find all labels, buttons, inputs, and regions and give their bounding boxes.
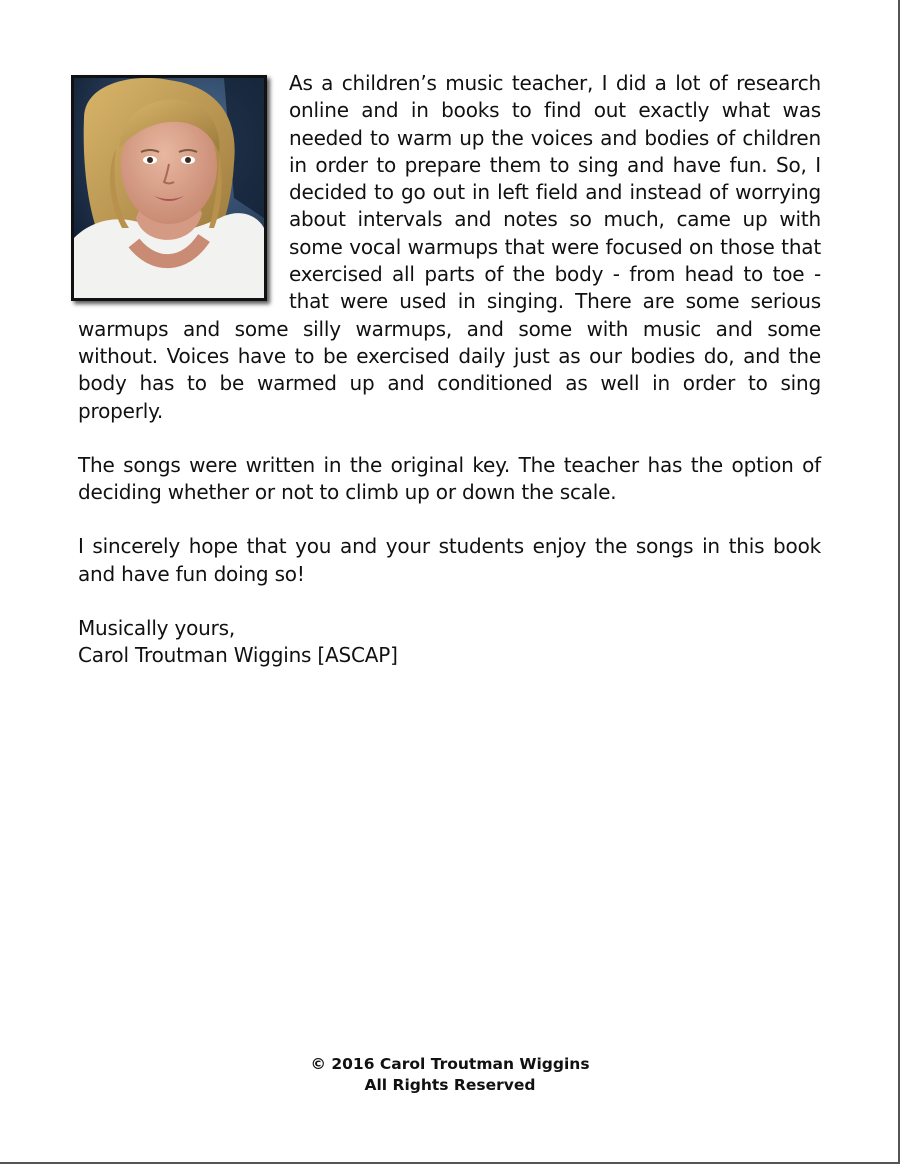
letter-signoff [78,615,821,670]
rights-notice: All Rights Reserved [364,1076,536,1094]
closing-line: Musically yours, [78,616,236,641]
letter-body [78,70,821,697]
copyright-notice: © 2016 Carol Troutman Wiggins [310,1055,590,1073]
author-photo [71,75,267,301]
letter-paragraph-3: I sincerely hope that you and your students enjoy the songs in this book and have fun doing so! [78,534,821,586]
author-photo-frame [71,75,267,301]
letter-paragraph-1: As a children’s music teacher, I did a lot of research online and in books to find out exactly what was needed to warm up the voices and bodies of children in order to prepare them to sing and have fun. So, I decided to go out in left field and instead of worrying about intervals and notes so much, came up with some vocal warmups that were focused on those that exercised all parts of the body - from head to toe - that were used in singing. There are some serious warmups and some silly warmups, and some with music and some without. Voices have to be exercised daily just as our bodies do, and the body has to be warmed up and conditioned as well in order to sing properly. [78,71,821,423]
author-portrait-image [74,78,264,298]
letter-paragraph-2: The songs were written in the original key. The teacher has the option of deciding whether or not to climb up or down the scale. [78,452,821,505]
signature-line: Carol Troutman Wiggins [ASCAP] [78,643,398,668]
page-footer [0,1054,900,1096]
